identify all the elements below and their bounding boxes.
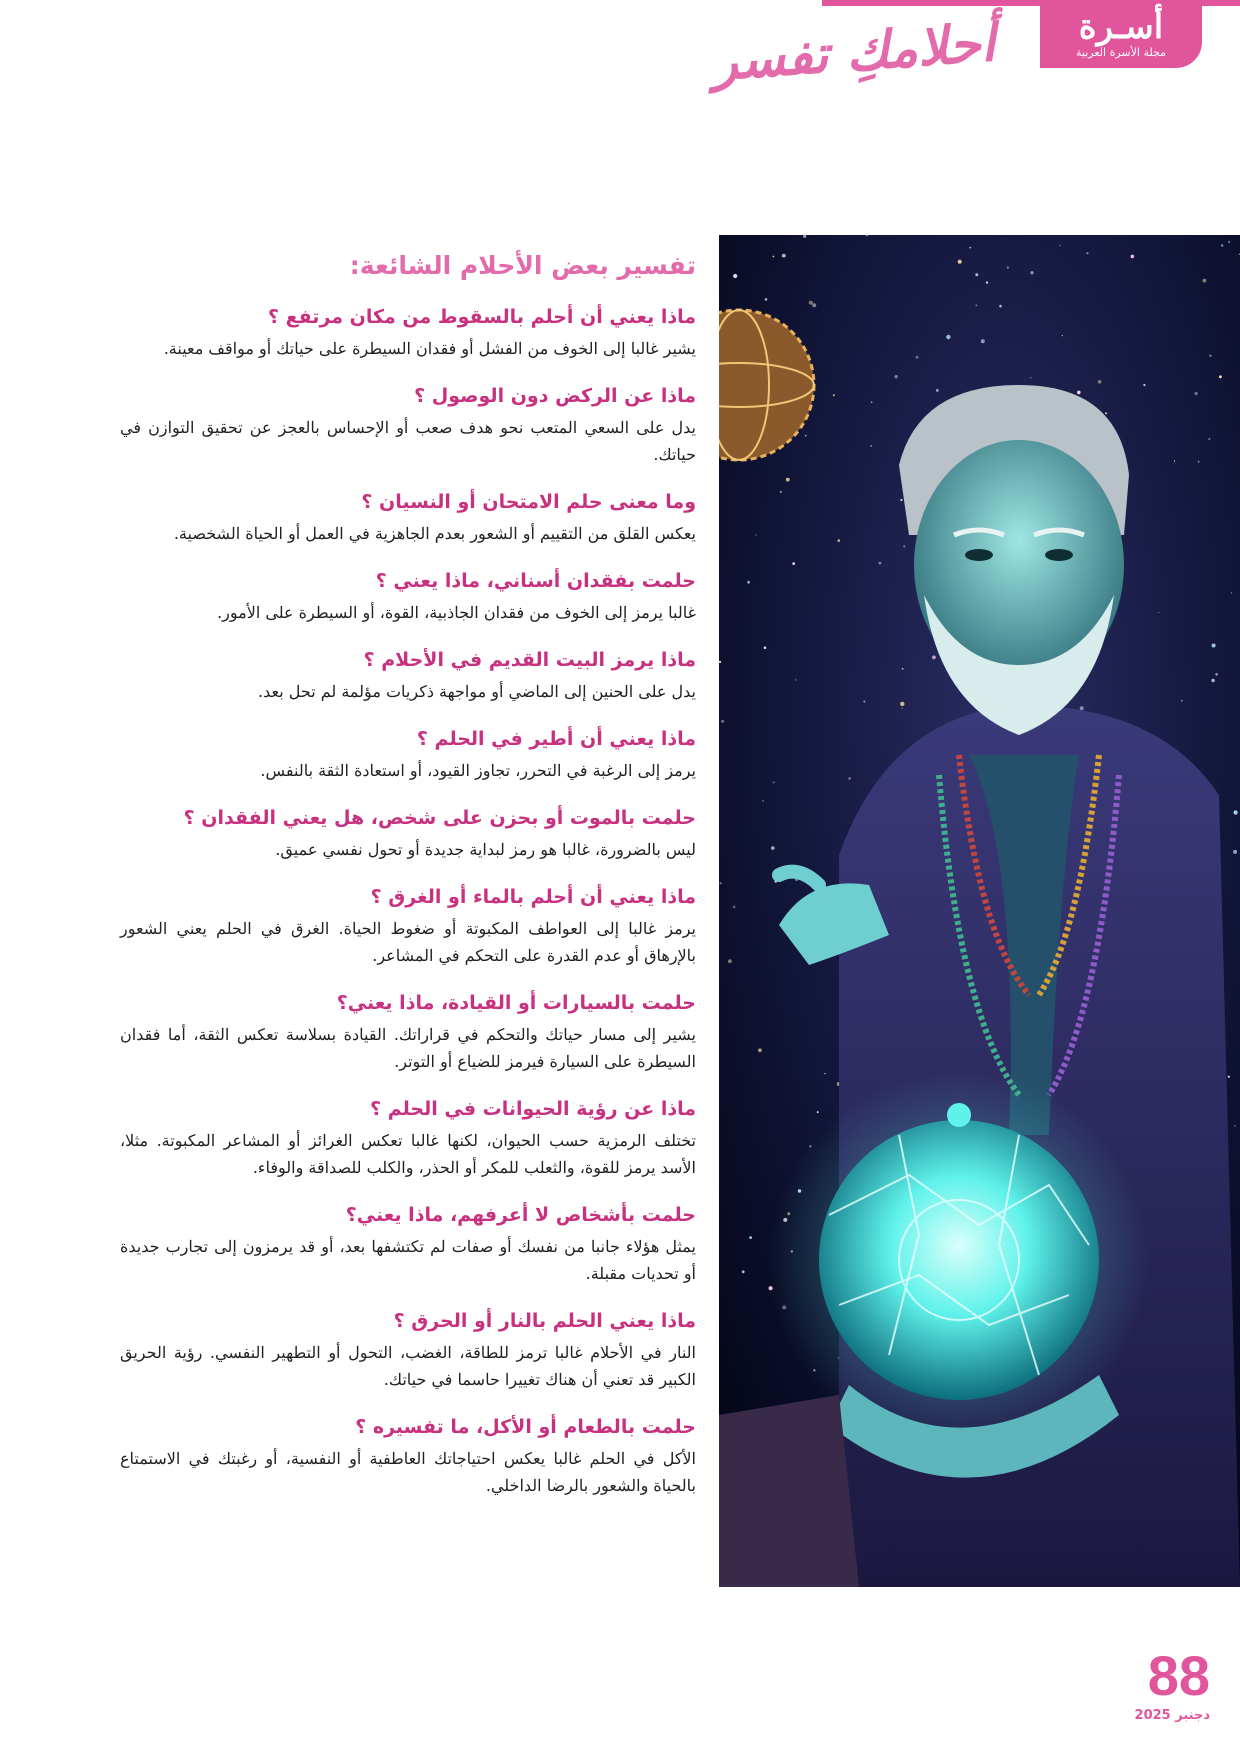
star (1059, 245, 1060, 246)
qa-answer: غالبا يرمز إلى الخوف من فقدان الجاذبية، القوة، أو السيطرة على الأمور. (217, 603, 696, 622)
qa-question: ماذا عن الركض دون الوصول ؟ (414, 385, 696, 407)
star (1233, 850, 1237, 854)
star (975, 304, 977, 306)
qa-question: حلمت بالسيارات أو القيادة، ماذا يعني؟ (336, 992, 696, 1014)
star (1228, 1076, 1230, 1078)
star (1007, 267, 1009, 269)
star (1131, 255, 1135, 259)
star (765, 298, 768, 301)
star (817, 1111, 819, 1113)
star (782, 254, 786, 258)
magazine-logo[interactable] (1040, 6, 1202, 68)
qa-question: حلمت بفقدان أسناني، ماذا يعني ؟ (375, 570, 696, 592)
star (805, 435, 807, 437)
qa-question: حلمت بأشخاص لا أعرفهم، ماذا يعني؟ (345, 1204, 696, 1226)
qa-answer: يرمز إلى الرغبة في التحرر، تجاوز القيود، أو استعادة الثقة بالنفس. (260, 761, 696, 780)
star (870, 445, 872, 447)
star (764, 646, 767, 649)
star (1062, 335, 1063, 336)
star (1030, 271, 1033, 274)
qa-item (120, 1414, 696, 1499)
logo-subtitle: مجلة الأسرة العربية (1076, 46, 1166, 59)
qa-answer: ليس بالضرورة، غالبا هو رمز لبداية جديدة أو تحول نفسي عميق. (275, 840, 696, 859)
star (721, 720, 724, 723)
star (758, 1048, 762, 1052)
star (838, 539, 841, 542)
qa-item (120, 568, 696, 626)
star (946, 335, 950, 339)
star (792, 562, 795, 565)
star (902, 708, 903, 709)
qa-item (120, 884, 696, 969)
qa-question: ماذا يعني أن أطير في الحلم ؟ (416, 728, 696, 750)
star (932, 656, 936, 660)
star (1234, 810, 1238, 814)
star (749, 1236, 752, 1239)
issue-date: دجنبر 2025 (1134, 1708, 1210, 1723)
logo-text: أسـرة (1078, 7, 1164, 47)
star (1231, 592, 1232, 593)
star (1211, 679, 1214, 682)
qa-item (120, 1308, 696, 1393)
star (879, 562, 882, 565)
star (762, 800, 763, 801)
star (975, 273, 978, 276)
star (1194, 392, 1197, 395)
star (900, 702, 904, 706)
star (1143, 384, 1145, 386)
qa-answer: تختلف الرمزية حسب الحيوان، لكنها غالبا تعكس الغرائز أو المشاعر المكبوتة. مثلا، الأسد يرمز للقوة، والثعلب للمكر أو الحذر، والكلب للصداقة والوفاء. (120, 1131, 696, 1177)
page-number: 88 (1147, 1644, 1210, 1707)
star (863, 701, 865, 703)
qa-answer: الأكل في الحلم غالبا يعكس احتياجاتك العاطفية أو النفسية، أو رغبتك في الاستمتاع بالحياة والشعور بالرضا الداخلي. (120, 1449, 696, 1495)
section-title: أحلامكِ تفسر (709, 12, 997, 93)
star (981, 339, 985, 343)
star (871, 401, 873, 403)
qa-item (120, 805, 696, 863)
star (848, 777, 851, 780)
qa-item (120, 1202, 696, 1287)
qa-answer: يمثل هؤلاء جانبا من نفسك أو صفات لم تكتشفها بعد، أو قد يرمزون إلى تجارب جديدة أو تحديات مقبلة. (120, 1237, 697, 1283)
qa-answer: النار في الأحلام غالبا ترمز للطاقة، الغضب، التحول أو التطهير النفسي. رؤية الحريق الكبير قد تعني أن هناك تغييرا حاسما في حياتك. (120, 1343, 696, 1389)
star (1234, 1125, 1236, 1127)
star (969, 247, 971, 249)
star (733, 906, 736, 909)
article-body (120, 240, 696, 1520)
wizard-illustration (719, 235, 1240, 1587)
star (999, 305, 1002, 308)
qa-answer: يشير إلى مسار حياتك والتحكم في قراراتك. القيادة بسلاسة تعكس الثقة، أما فقدان السيطرة على السيارة فيرمز للضياع أو التوتر. (120, 1025, 696, 1071)
star (809, 301, 813, 305)
star (755, 534, 757, 536)
star (1215, 673, 1218, 676)
star (1098, 380, 1102, 384)
qa-question: ماذا يعني أن أحلم بالسقوط من مكان مرتفع ؟ (268, 306, 696, 328)
qa-item (120, 383, 696, 468)
qa-item (120, 489, 696, 547)
qa-answer: يدل على السعي المتعب نحو هدف صعب أو الإحساس بالعجز عن تحقيق التوازن في حياتك. (120, 418, 696, 464)
star (900, 499, 902, 501)
desk-clutter (719, 1395, 859, 1587)
star (958, 260, 962, 264)
star (1077, 391, 1081, 395)
qa-question: ماذا يعني الحلم بالنار أو الحرق ؟ (393, 1310, 696, 1332)
star (1219, 375, 1222, 378)
star (795, 679, 797, 681)
qa-answer: يدل على الحنين إلى الماضي أو مواجهة ذكريات مؤلمة لم تحل بعد. (258, 682, 696, 701)
star (1228, 241, 1230, 243)
star (1181, 700, 1183, 702)
star (1212, 644, 1216, 648)
star (812, 303, 816, 307)
star (1158, 612, 1159, 613)
star (773, 781, 775, 783)
star (742, 1270, 745, 1273)
qa-answer: يعكس القلق من التقييم أو الشعور بعدم الجاهزية في العمل أو الحياة الشخصية. (173, 524, 696, 543)
star (824, 1073, 826, 1075)
qa-item (120, 990, 696, 1075)
star (894, 375, 897, 378)
star (1208, 438, 1210, 440)
star (1174, 460, 1175, 461)
qa-item (120, 726, 696, 784)
star (733, 274, 737, 278)
star (1221, 244, 1224, 247)
star (780, 491, 782, 493)
star (728, 959, 732, 963)
qa-answer: يرمز غالبا إلى العواطف المكبوتة أو ضغوط الحياة. الغرق في الحلم يعني الشعور بالإرهاق أو عدم القدرة على التحكم في المشاعر. (120, 919, 696, 965)
star (771, 846, 775, 850)
qa-question: وما معنى حلم الامتحان أو النسيان ؟ (361, 491, 696, 513)
star (986, 281, 988, 283)
star (936, 389, 939, 392)
star (1087, 252, 1089, 254)
star (1080, 706, 1084, 710)
article-heading: تفسير بعض الأحلام الشائعة: (349, 251, 696, 280)
star (916, 356, 919, 359)
star (719, 661, 721, 663)
star (1209, 355, 1211, 357)
qa-question: حلمت بالطعام أو الأكل، ما تفسيره ؟ (355, 1416, 696, 1438)
star (773, 256, 775, 258)
qa-question: ماذا عن رؤية الحيوانات في الحلم ؟ (370, 1098, 696, 1120)
star (1198, 461, 1200, 463)
qa-item (120, 304, 696, 362)
star (747, 581, 750, 584)
qa-answer: يشير غالبا إلى الخوف من الفشل أو فقدان السيطرة على حياتك أو مواقف معينة. (163, 339, 696, 358)
star (903, 545, 905, 547)
qa-item (120, 647, 696, 705)
star (1105, 412, 1107, 414)
star (1030, 377, 1031, 378)
star (1203, 279, 1207, 283)
qa-question: ماذا يعني أن أحلم بالماء أو الغرق ؟ (370, 886, 696, 908)
star (833, 394, 835, 396)
star (902, 668, 904, 670)
qa-question: حلمت بالموت أو بحزن على شخص، هل يعني الفقدان ؟ (183, 807, 696, 829)
qa-question: ماذا يرمز البيت القديم في الأحلام ؟ (363, 649, 696, 671)
star (719, 882, 721, 884)
qa-item (120, 1096, 696, 1181)
star (786, 478, 790, 482)
